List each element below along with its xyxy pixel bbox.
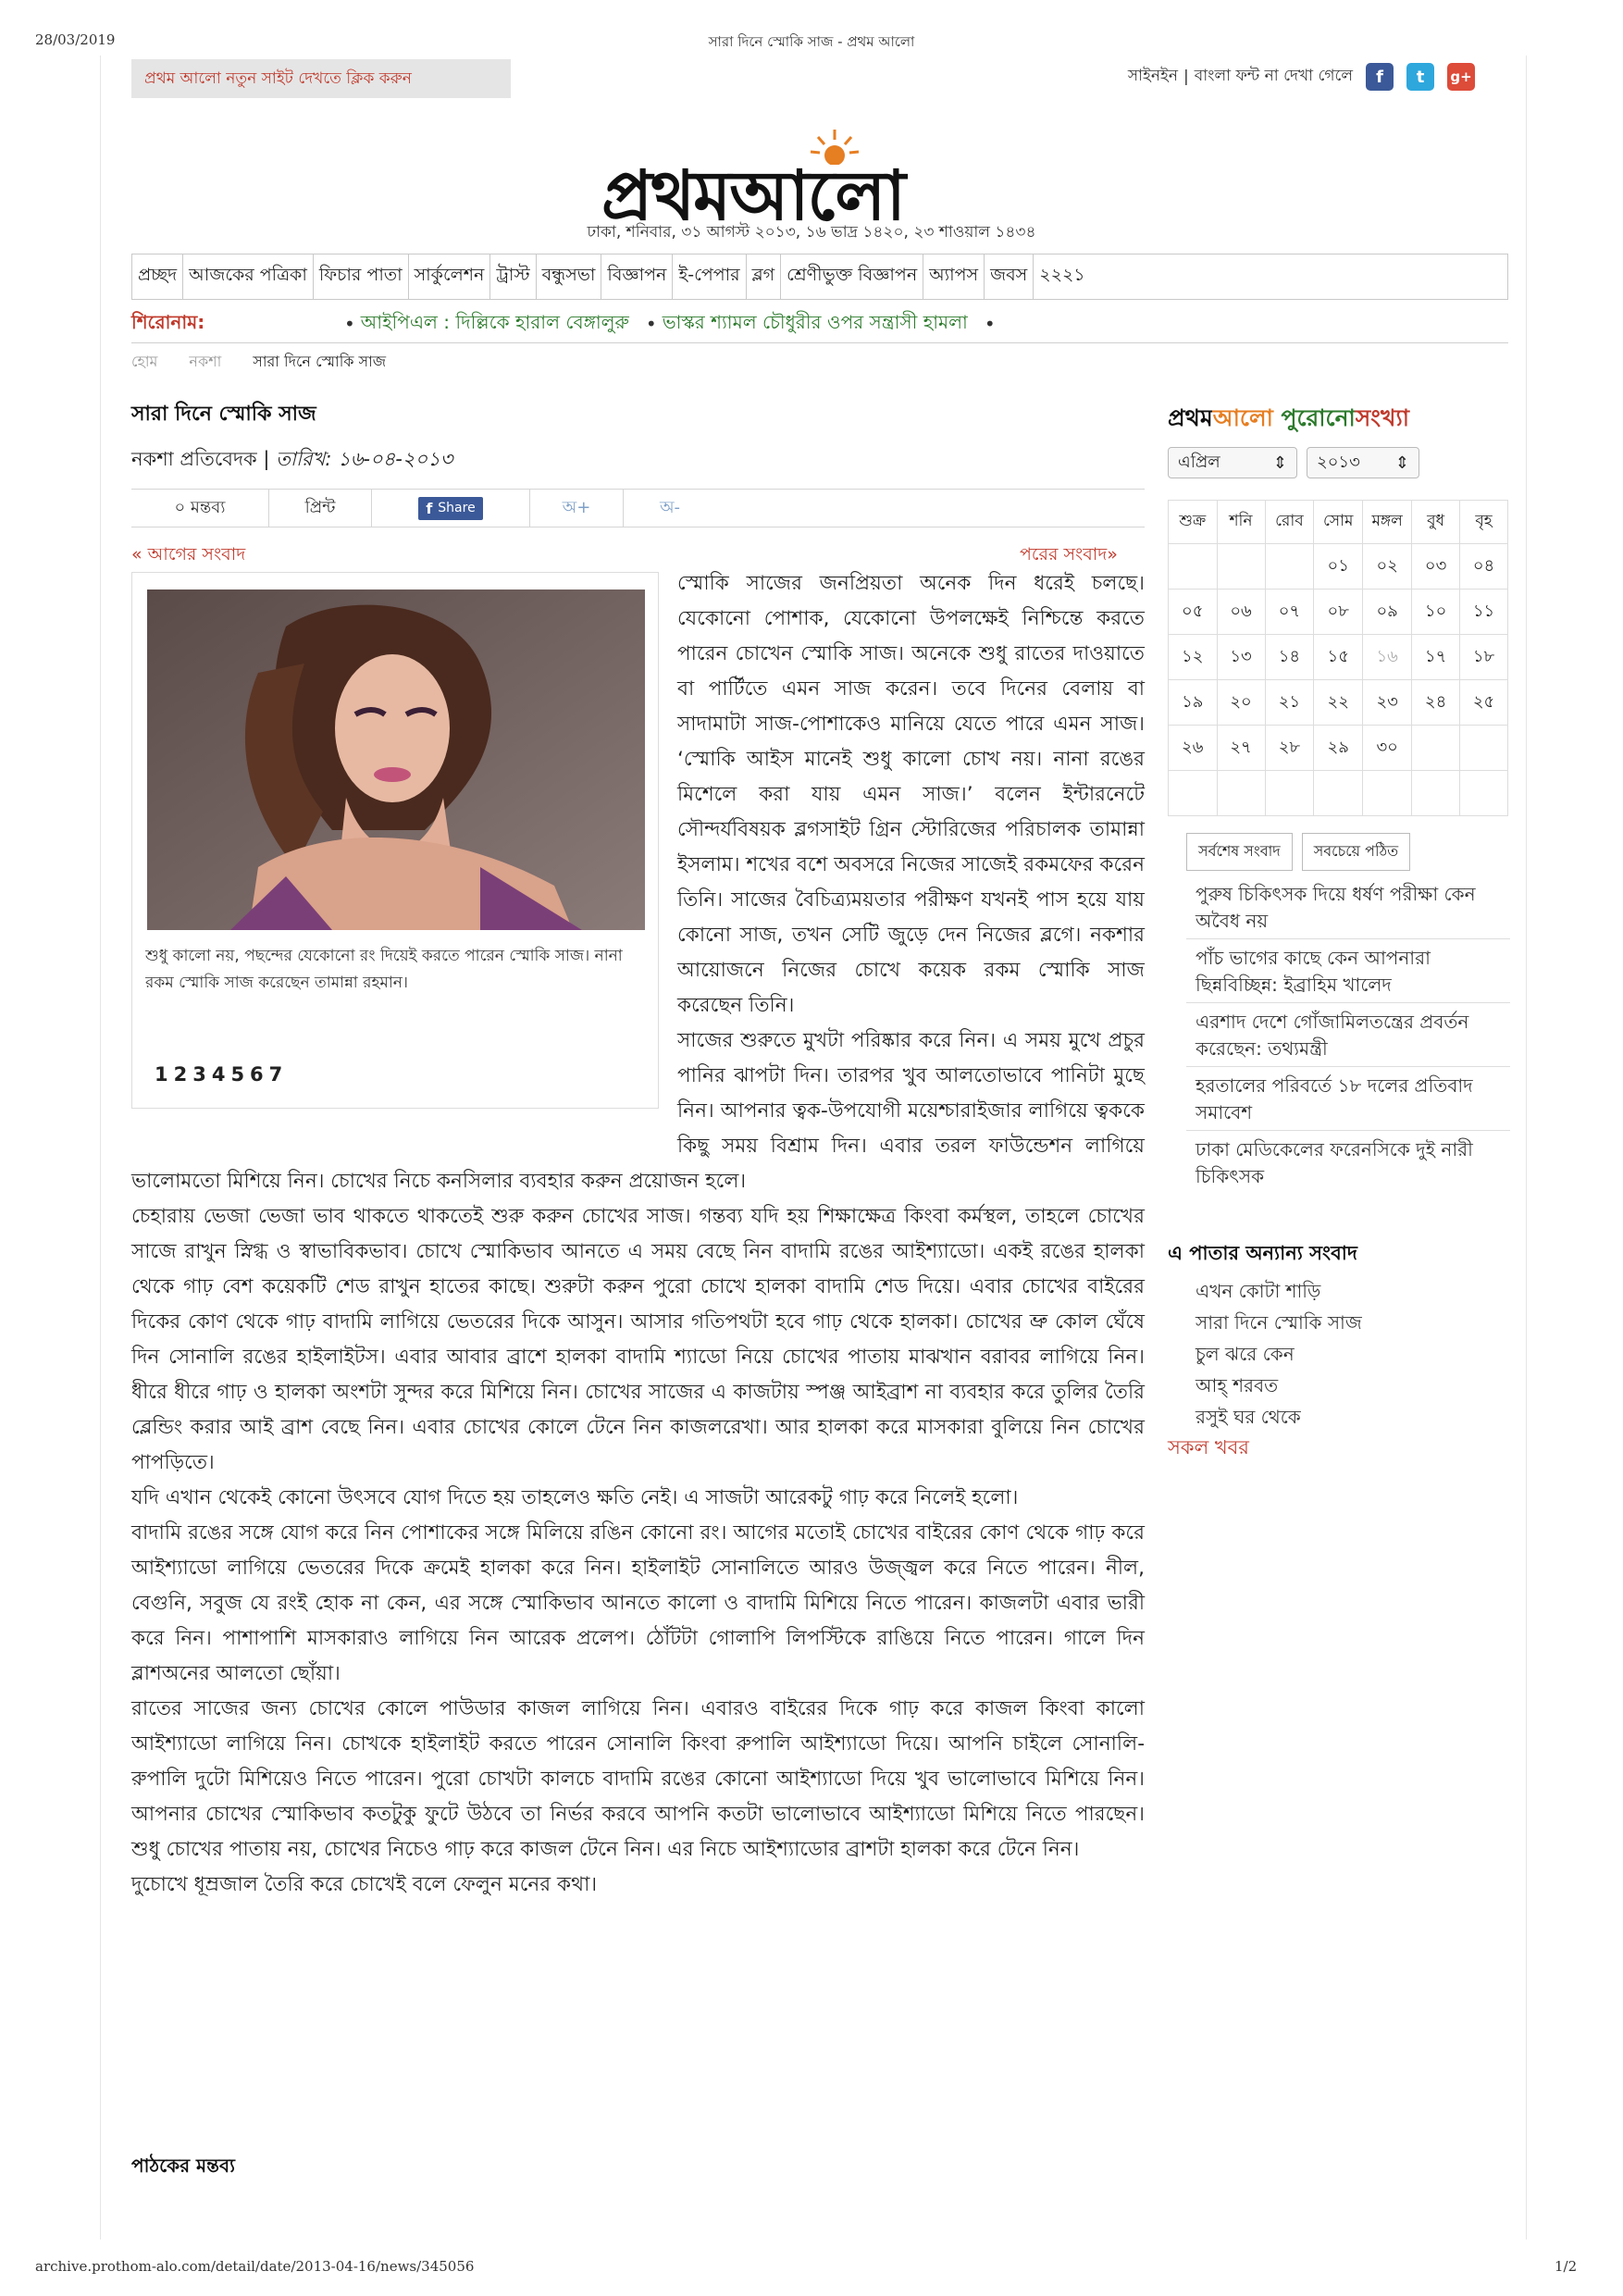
more-news-item[interactable]: সারা দিনে স্মোকি সাজ (1196, 1311, 1362, 1334)
archive-logo-p3: পুরোনো (1272, 404, 1356, 431)
latest-news-list (1186, 881, 1510, 1199)
calendar-day[interactable]: ২৯ (1314, 726, 1363, 771)
headline-item[interactable]: ভাস্কর শ্যামল চৌধুরীর ওপর সন্ত্রাসী হামলা (662, 310, 968, 333)
print-label: প্রিন্ট (304, 497, 336, 517)
nav-item-advertisement[interactable]: বিজ্ঞাপন (601, 254, 673, 299)
year-select[interactable] (1307, 447, 1419, 478)
article-toolbar (131, 489, 1145, 527)
more-news-item[interactable]: রসুই ঘর থেকে (1196, 1406, 1301, 1428)
separator: | (1183, 68, 1189, 86)
nav-item-apps[interactable]: অ্যাপস (923, 254, 985, 299)
calendar-day (1265, 771, 1314, 816)
latest-news-item[interactable]: এরশাদ দেশে গোঁজামিলতন্ত্রের প্রবর্তন করেছেন: তথ্যমন্ত্রী (1186, 1009, 1510, 1067)
weekday: বৃহ (1460, 501, 1508, 544)
latest-news-item[interactable]: ঢাকা মেডিকেলের ফরেনসিকে দুই নারী চিকিৎসক (1196, 1138, 1473, 1187)
headline-label: শিরোনাম: (131, 310, 205, 333)
print-page-number: 1/2 (1555, 2258, 1578, 2275)
calendar-day (1265, 544, 1314, 590)
nav-item-trust[interactable]: ট্রাস্ট (490, 254, 536, 299)
calendar-day[interactable]: ০৭ (1265, 590, 1314, 635)
facebook-icon[interactable]: f (1366, 63, 1394, 91)
tab-latest[interactable]: সর্বশেষ সংবাদ (1186, 833, 1293, 871)
nav-item-home[interactable]: প্রচ্ছদ (132, 254, 183, 299)
calendar-day[interactable]: ২৪ (1412, 680, 1460, 726)
byline (131, 444, 452, 477)
paragraph: রাতের সাজের জন্য চোখের কোলে পাউডার কাজল লাগিয়ে নিন। এবারও বাইরের দিকে গাঢ় করে কাজল কিংবা কালো আইশ্যাডো লাগিয়ে নিন। চোখকে হাইলাইট করতে পারেন সোনালি কিংবা রুপালি আইশ্যাডো দিয়ে। আপনি চাইলে সোনালি-রুপালি দুটো মিশিয়েও নিতে পারেন। পুরো চোখটা কালচে বাদামি রঙের কোনো আইশ্যাডো দিয়ে খুব ভালোভাবে মিশিয়ে নিন। আপনার চোখের স্মোকিভাব কতটুকু ফুটে উঠবে তা নির্ভর করবে আপনি কতটা ভালোভাবে আইশ্যাডো মিশিয়ে নিতে পারছেন। শুধু চোখের পাতায় নয়, চোখের নিচেও গাঢ় করে কাজল টেনে নিন। এর নিচে আইশ্যাডোর ব্রাশটা হালকা করে টেনে নিন। (131, 1697, 1145, 1861)
calendar-week (1169, 635, 1508, 680)
headline-item[interactable]: আইপিএল : দিল্লিকে হারাল বেঙ্গালুরু (360, 310, 629, 333)
calendar-day[interactable]: ১৫ (1314, 635, 1363, 680)
print-title: সারা দিনে স্মোকি সাজ - প্রথম আলো (708, 33, 915, 50)
facebook-icon: f (426, 499, 433, 517)
paragraph: বাদামি রঙের সঙ্গে যোগ করে নিন পোশাকের সঙ্গে মিলিয়ে রঙিন কোনো রং। আগের মতোই চোখের বাইরের কোণ থেকে গাঢ় করে আইশ্যাডো লাগিয়ে ভেতরের দিকে ক্রমেই হালকা করে নিন। হাইলাইট সোনালিতে আরও উজ্জ্বল করে নিতে পারেন। নীল, বেগুনি, সবুজ যে রংই হোক না কেন, এর সঙ্গে স্মোকিভাব আনতে কালো ও বাদামি মিশিয়ে নিতে পারেন। কাজলটা এবার ভারী করে নিন। পাশাপাশি মাসকারাও লাগিয়ে নিন আরেক প্রলেপ। ঠোঁটটা গোলাপি লিপস্টিকে রাঙিয়ে নিতে পারেন। গালে দিন ব্লাশঅনের আলতো ছোঁয়া। (131, 1521, 1145, 1685)
breadcrumb-section[interactable]: নকশা (189, 353, 222, 370)
calendar-day (1412, 726, 1460, 771)
calendar-week (1169, 590, 1508, 635)
previous-news-link[interactable]: « আগের সংবাদ (131, 544, 246, 565)
more-news-title: এ পাতার অন্যান্য সংবাদ (1168, 1242, 1357, 1264)
nav-item-circulation[interactable]: সার্কুলেশন (409, 254, 491, 299)
calendar-day[interactable]: ০৪ (1460, 544, 1508, 590)
nav-item-2221[interactable]: ২২২১ (1039, 265, 1085, 285)
font-increase-button[interactable]: অ+ (530, 490, 624, 527)
main-nav (131, 254, 1508, 300)
calendar-day[interactable]: ১৮ (1460, 635, 1508, 680)
font-decrease-button[interactable]: অ- (659, 497, 681, 517)
calendar-week (1169, 771, 1508, 816)
tab-most-read[interactable]: সবচেয়ে পঠিত (1302, 833, 1410, 871)
calendar-day[interactable]: ২০ (1217, 680, 1265, 726)
latest-news-item[interactable]: হরতালের পরিবর্তে ১৮ দলের প্রতিবাদ সমাবেশ (1186, 1073, 1510, 1131)
weekday: শুক্র (1169, 501, 1218, 544)
select-arrows-icon: ⇕ (1272, 453, 1287, 473)
bullet: • (645, 313, 657, 335)
calendar-day[interactable]: ২৬ (1169, 726, 1218, 771)
nav-item-classified[interactable]: শ্রেণীভুক্ত বিজ্ঞাপন (781, 254, 923, 299)
author: নকশা প্রতিবেদক | (131, 448, 270, 470)
calendar-day (1217, 544, 1265, 590)
calendar-day[interactable]: ২১ (1265, 680, 1314, 726)
archive-calendar (1168, 500, 1508, 816)
twitter-icon[interactable]: t (1406, 63, 1434, 91)
share-cell (372, 490, 530, 527)
gallery-pager[interactable]: 1234567 (155, 1063, 289, 1086)
calendar-day (1460, 726, 1508, 771)
calendar-day[interactable]: ১০ (1412, 590, 1460, 635)
calendar-day (1460, 771, 1508, 816)
calendar-day[interactable]: ০৬ (1217, 590, 1265, 635)
news-tabs (1186, 833, 1410, 871)
calendar-day[interactable]: ২৮ (1265, 726, 1314, 771)
print-url: archive.prothom-alo.com/detail/date/2013-04-16/news/345056 (35, 2258, 475, 2275)
calendar-day[interactable]: ২৩ (1363, 680, 1412, 726)
calendar-day (1217, 771, 1265, 816)
article-title: সারা দিনে স্মোকি সাজ (131, 403, 316, 426)
calendar-week (1169, 680, 1508, 726)
calendar-day (1169, 544, 1218, 590)
paragraph: যদি এখান থেকেই কোনো উৎসবে যোগ দিতে হয় তাহলেও ক্ষতি নেই। এ সাজটা আরেকটু গাঢ় করে নিলেই হলো। (131, 1486, 1019, 1509)
photo-gallery (131, 572, 659, 1109)
nav-item-feature[interactable]: ফিচার পাতা (314, 254, 409, 299)
weekday: শনি (1217, 501, 1265, 544)
archive-logo-p4: সংখ্যা (1355, 404, 1409, 431)
more-news-item[interactable]: এখন কোটা শাড়ি (1196, 1280, 1321, 1302)
paragraph: চেহারায় ভেজা ভেজা ভাব থাকতে থাকতেই শুরু করুন চোখের সাজ। গন্তব্য যদি হয় শিক্ষাক্ষেত্র কিংবা কর্মস্থল, তাহলে চোখের সাজে রাখুন স্নিগ্ধ ও স্বাভাবিকভাব। চোখে স্মোকিভাব আনতে এ সময় বেছে নিন বাদামি রঙের আইশ্যাডো। একই রঙের হালকা থেকে গাঢ় বেশ কয়েকটি শেড রাখুন হাতের কাছে। শুরুটা করুন পুরো চোখে হালকা বাদামি শেড দিয়ে। এবার চোখের বাইরের দিকের কোণ থেকে গাঢ় বাদামি লাগিয়ে ভেতরের দিকে আসুন। আসার গতিপথটা হবে গাঢ় থেকে হালকা। চোখের ভ্রু কোল ঘেঁষে দিন সোনালি রঙের হাইলাইটস। এবার আবার ব্রাশে হালকা বাদামি শ্যাডো নিয়ে চোখের পাতায় মাঝখান বরাবর লাগিয়ে নিন। ধীরে ধীরে গাঢ় ও হালকা অংশটা সুন্দর করে মিশিয়ে নিন। চোখের সাজের এ কাজটায় স্পঞ্জ আইব্রাশ না ব্যবহার করে তুলির তৈরি ব্লেন্ডিং করার আই ব্রাশ বেছে নিন। এবার চোখের কোলে টেনে নিন কাজলরেখা। আর হালকা করে মাসকারা বুলিয়ে নিন চোখের পাপড়িতে। (131, 1205, 1145, 1474)
calendar-day[interactable]: ১৩ (1217, 635, 1265, 680)
share-label: Share (438, 501, 476, 515)
photo-caption: শুধু কালো নয়, পছন্দের যেকোনো রং দিয়েই করতে পারেন স্মোকি সাজ। নানা রকম স্মোকি সাজ করেছেন তামান্না রহমান। (145, 947, 623, 992)
logo-text-part1: প্রথম (601, 156, 730, 236)
print-button[interactable] (269, 490, 372, 527)
more-news-list (1196, 1275, 1362, 1433)
signin-link[interactable]: সাইনইন (1127, 67, 1178, 85)
calendar-day[interactable]: ২৫ (1460, 680, 1508, 726)
weekday: মঙ্গল (1363, 501, 1412, 544)
calendar-day-selected: ১৬ (1363, 635, 1412, 680)
calendar-day[interactable]: ০১ (1314, 544, 1363, 590)
archive-logo (1168, 400, 1409, 440)
calendar-day (1314, 771, 1363, 816)
calendar-weekdays (1169, 501, 1508, 544)
archive-logo-p2: আলো (1212, 404, 1273, 431)
calendar-day[interactable]: ০৫ (1169, 590, 1218, 635)
weekday: রোব (1265, 501, 1314, 544)
calendar-day[interactable]: ০৮ (1314, 590, 1363, 635)
new-site-promo-link[interactable]: প্রথম আলো নতুন সাইট দেখতে ক্লিক করুন (131, 59, 511, 98)
comment-count: ০ মন্তব্য (174, 497, 226, 517)
nav-item-bondhushova[interactable]: বন্ধুসভা (537, 254, 602, 299)
nav-item-blog[interactable]: ব্লগ (747, 254, 782, 299)
latest-news-item[interactable]: পাঁচ ভাগের কাছে কেন আপনারা ছিন্নবিচ্ছিন্ন: ইব্রাহিম খালেদ (1186, 945, 1510, 1003)
calendar-week (1169, 544, 1508, 590)
select-arrows-icon: ⇕ (1394, 453, 1409, 473)
bullet: • (984, 313, 996, 335)
publish-date: তারিখ: ১৬-০৪-২০১৩ (276, 448, 453, 470)
headline-ticker (131, 305, 1508, 343)
calendar-day[interactable]: ৩০ (1363, 726, 1412, 771)
bangla-font-help-link[interactable]: বাংলা ফন্ট না দেখা গেলে (1194, 67, 1353, 85)
calendar-day[interactable]: ২২ (1314, 680, 1363, 726)
calendar-day[interactable]: ০৯ (1363, 590, 1412, 635)
paragraph: স্মোকি সাজের জনপ্রিয়তা অনেক দিন ধরেই চলছে। যেকোনো পোশাক, যেকোনো উপলক্ষেই নিশ্চিন্তে করতে পারেন চোখেন স্মোকি সাজ। অনেকে শুধু রাতের দাওয়াতে বা পার্টিতে এমন সাজ করেন। তবে দিনের বেলায় বা সাদামাটা সাজ-পোশাকেও মানিয়ে যেতে পারে এমন সাজ। ‘স্মোকি আইস মানেই শুধু কালো চোখ নয়। নানা রঙের মিশেলে করা যায় এমন সাজ।’ বলেন ইন্টারনেটে সৌন্দর্যবিষয়ক ব্লগসাইট গ্রিন স্টোরিজের পরিচালক তামান্না ইসলাম। শখের বশে অবসরে নিজের সাজেই রকমফের করেন তিনি। সাজের বৈচিত্র্যময়তার পরীক্ষণ যখনই পাস হয়ে যায় কোনো সাজ, তখন সেটি জুড়ে দেন নিজের ব্লগে। নকশার আয়োজনে নিজের চোখে কয়েক রকম স্মোকি সাজ করেছেন তিনি। (677, 572, 1145, 1017)
calendar-day[interactable]: ১৭ (1412, 635, 1460, 680)
year-value: ২০১৩ (1317, 452, 1360, 472)
calendar-day[interactable]: ০২ (1363, 544, 1412, 590)
calendar-day (1412, 771, 1460, 816)
month-value: এপ্রিল (1178, 452, 1220, 472)
bullet: • (344, 313, 355, 335)
comment-count-link[interactable] (131, 490, 269, 527)
breadcrumb-current: সারা দিনে স্মোকি সাজ (253, 353, 387, 370)
calendar-week (1169, 726, 1508, 771)
paragraph: দুচোখে ধূম্রজাল তৈরি করে চোখেই বলে ফেলুন মনের কথা। (131, 1873, 598, 1896)
portrait-photo-image (147, 590, 645, 930)
breadcrumb (131, 350, 386, 375)
paragraph: সাজের শুরুতে মুখটা পরিষ্কার করে নিন। এ সময় মুখে প্রচুর পানির ঝাপটা দিন। তারপর খুব আলতোভাবে পানিটা মুছে নিন। আপনার ত্বক-উপযোগী ময়েশ্চারাইজার লাগিয়ে ত্বককে কিছু সময় বিশ্রাম দিন। এবার তরল ফাউন্ডেশন লাগিয়ে ভালোমতো মিশিয়ে নিন। চোখের নিচে কনসিলার ব্যবহার করুন প্রয়োজন হলে। (131, 1029, 1145, 1193)
calendar-day[interactable]: ১৪ (1265, 635, 1314, 680)
latest-news-item[interactable]: পুরুষ চিকিৎসক দিয়ে ধর্ষণ পরীক্ষা কেন অবৈধ নয় (1186, 881, 1510, 939)
nav-item-epaper[interactable]: ই-পেপার (673, 254, 746, 299)
more-news-item[interactable]: চুল ঝরে কেন (1196, 1343, 1295, 1365)
weekday: সোম (1314, 501, 1363, 544)
next-news-link[interactable]: পরের সংবাদ» (1020, 544, 1118, 565)
top-links (1128, 63, 1475, 91)
nav-item-jobs[interactable]: জবস (985, 254, 1034, 299)
article-photo[interactable] (147, 590, 645, 930)
comments-title: পাঠকের মন্তব্য (131, 2154, 235, 2177)
calendar-day[interactable]: ০৩ (1412, 544, 1460, 590)
nav-item-todays-paper[interactable]: আজকের পত্রিকা (183, 254, 314, 299)
all-news-link[interactable]: সকল খবর (1168, 1436, 1249, 1458)
google-plus-icon[interactable]: g+ (1447, 63, 1475, 91)
calendar-day[interactable]: ১১ (1460, 590, 1508, 635)
dateline: ঢাকা, শনিবার, ৩১ আগস্ট ২০১৩, ১৬ ভাদ্র ১৪২০, ২৩ শাওয়াল ১৪৩৪ (587, 223, 1036, 242)
breadcrumb-home[interactable]: হোম (131, 353, 158, 370)
calendar-day (1363, 771, 1412, 816)
logo-text-part2: আলো (729, 156, 904, 236)
weekday: বুধ (1412, 501, 1460, 544)
print-date: 28/03/2019 (35, 31, 116, 48)
calendar-day[interactable]: ১৯ (1169, 680, 1218, 726)
more-news-item[interactable]: আহ্‌ শরবত (1196, 1374, 1279, 1396)
calendar-day[interactable]: ১২ (1169, 635, 1218, 680)
calendar-day[interactable]: ২৭ (1217, 726, 1265, 771)
archive-logo-p1: প্রথম (1168, 404, 1213, 431)
calendar-day (1169, 771, 1218, 816)
month-select[interactable] (1168, 447, 1297, 478)
facebook-share-button[interactable] (418, 497, 482, 520)
